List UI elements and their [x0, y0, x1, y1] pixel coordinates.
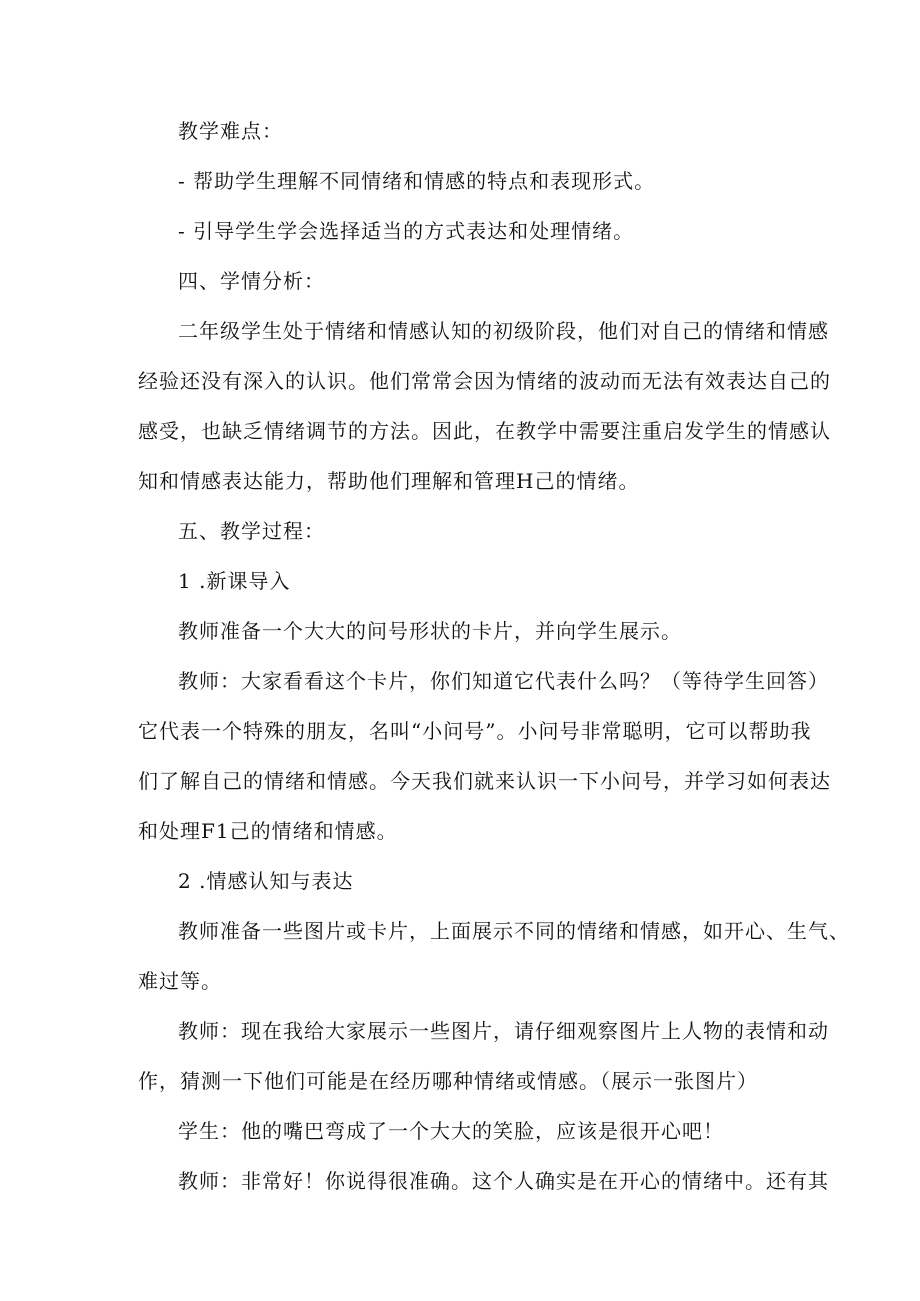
difficulties-heading: 教学难点：	[178, 119, 283, 143]
step1-intro: 教师准备一个大大的问号形状的卡片，并向学生展示。	[178, 619, 682, 643]
analysis-line-1: 二年级学生处于情绪和情感认知的初级阶段，他们对自己的情绪和情感	[178, 319, 829, 343]
analysis-line-2: 经验还没有深入的认识。他们常常会因为情绪的波动而无法有效表达自己的	[138, 369, 831, 393]
difficulty-item-2: - 引导学生学会选择适当的方式表达和处理情绪。	[178, 219, 635, 243]
analysis-line-4: 知和情感表达能力，帮助他们理解和管理H己的情绪。	[138, 469, 640, 493]
step2-student-line: 学生：他的嘴巴弯成了一个大大的笑脸，应该是很开心吧！	[178, 1119, 724, 1143]
step2-intro-line-1: 教师准备一些图片或卡片，上面展示不同的情绪和情感，如开心、生气、	[178, 919, 850, 943]
analysis-heading: 四、学情分析：	[178, 269, 325, 293]
process-heading: 五、教学过程：	[178, 519, 325, 543]
step2-intro-line-2: 难过等。	[138, 969, 222, 993]
step1-dialog-line-4: 和处理F1己的情绪和情感。	[138, 819, 398, 843]
step2-teacher-line-1: 教师：现在我给大家展示一些图片，请仔细观察图片上人物的表情和动	[178, 1019, 829, 1043]
difficulty-item-1: - 帮助学生理解不同情绪和情感的特点和表现形式。	[178, 169, 656, 193]
step2-teacher-reply: 教师：非常好！你说得很准确。这个人确实是在开心的情绪中。还有其	[178, 1169, 829, 1193]
step1-heading: 1 .新课导入	[178, 569, 291, 593]
step1-dialog-line-1: 教师：大家看看这个卡片，你们知道它代表什么吗？（等待学生回答）	[178, 669, 829, 693]
analysis-line-3: 感受，也缺乏情绪调节的方法。因此，在教学中需要注重启发学生的情感认	[138, 419, 831, 443]
step2-teacher-line-2: 作，猜测一下他们可能是在经历哪种情绪或情感。（展示一张图片）	[138, 1069, 758, 1093]
step1-dialog-line-3: 们了解自己的情绪和情感。今天我们就来认识一下小问号，并学习如何表达	[138, 769, 831, 793]
step1-dialog-line-2: 它代表一个特殊的朋友，名叫“小问号”。小问号非常聪明，它可以帮助我	[138, 719, 812, 743]
step2-heading: 2 .情感认知与表达	[178, 869, 354, 893]
